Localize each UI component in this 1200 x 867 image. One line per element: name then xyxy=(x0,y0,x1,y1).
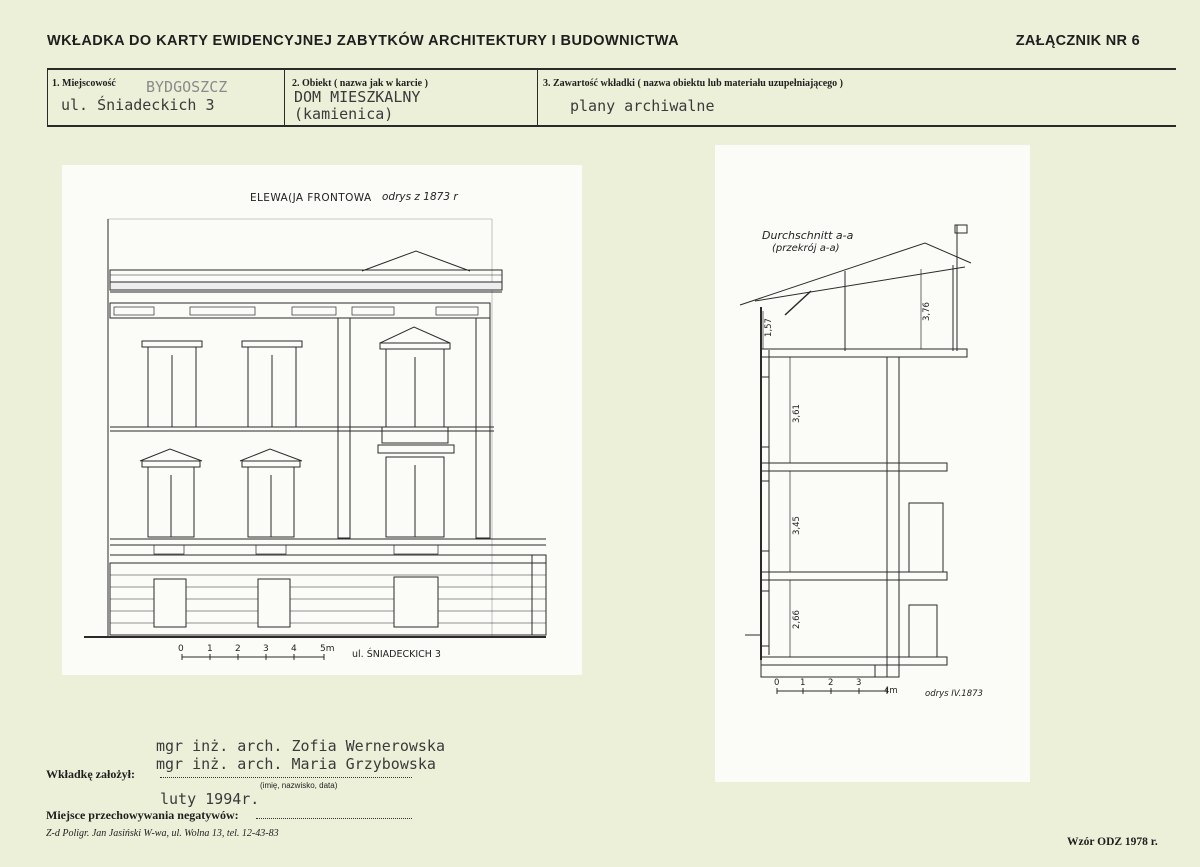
author-1: mgr inż. arch. Zofia Wernerowska xyxy=(156,737,445,755)
elevation-scale-tick: 2 xyxy=(235,644,241,654)
founder-dotted-line xyxy=(160,777,412,778)
section-title: Durchschnitt a-a xyxy=(762,229,854,242)
section-scale-tick: 0 xyxy=(774,678,780,688)
elevation-scale-tick: 1 xyxy=(207,644,213,654)
form-pattern: Wzór ODZ 1978 r. xyxy=(1067,836,1158,848)
printer-note: Z-d Poligr. Jan Jasiński W-wa, ul. Wolna 13, tel. 12-43-83 xyxy=(46,828,279,839)
section-scale-tick: 4m xyxy=(884,686,898,696)
top-rule xyxy=(47,68,1176,70)
section-dim: 3,76 xyxy=(922,302,932,321)
field-3-content: plany archiwalne xyxy=(570,97,715,115)
elevation-scale-tick: 3 xyxy=(263,644,269,654)
field-1-city: BYDGOSZCZ xyxy=(146,78,228,96)
form-title: WKŁADKA DO KARTY EWIDENCYJNEJ ZABYTKÓW ARCHITEKTURY I BUDOWNICTWA xyxy=(47,33,680,49)
attachment-number: ZAŁĄCZNIK NR 6 xyxy=(1015,33,1140,49)
elevation-scale-tick: 4 xyxy=(291,644,297,654)
section-dim: 3,45 xyxy=(792,516,802,535)
front-elevation-drawing xyxy=(62,165,582,675)
section-dim: 1,57 xyxy=(764,318,774,337)
founder-date: luty 1994r. xyxy=(160,790,260,808)
founder-hint: (imię, nazwisko, data) xyxy=(260,781,338,790)
field-divider-1 xyxy=(284,69,285,125)
field-3-label: 3. Zawartość wkładki ( nazwa obiektu lub materiału uzupełniającego ) xyxy=(543,78,844,89)
field-2-label: 2. Obiekt ( nazwa jak w karcie ) xyxy=(292,78,428,89)
field-1-street: ul. Śniadeckich 3 xyxy=(61,96,215,114)
section-scale-tick: 2 xyxy=(828,678,834,688)
field-2-object-type: (kamienica) xyxy=(294,105,394,123)
author-2: mgr inż. arch. Maria Grzybowska xyxy=(156,755,436,773)
field-divider-left xyxy=(47,69,48,125)
elevation-scale-tick: 5m xyxy=(320,644,335,654)
cross-section-drawing xyxy=(715,145,1030,782)
section-subtitle: (przekrój a-a) xyxy=(772,243,840,254)
section-dim: 2,66 xyxy=(792,610,802,629)
elevation-scale-tick: 0 xyxy=(178,644,184,654)
elevation-title: ELEWA(JA FRONTOWA xyxy=(250,192,372,204)
section-scale-tick: 1 xyxy=(800,678,806,688)
field-divider-2 xyxy=(537,69,538,125)
elevation-street-label: ul. ŚNIADECKICH 3 xyxy=(352,649,441,660)
elevation-note: odrys z 1873 r xyxy=(382,191,458,203)
fields-bottom-rule xyxy=(47,125,1176,127)
section-scale-tick: 3 xyxy=(856,678,862,688)
field-1-label: 1. Miejscowość xyxy=(52,78,116,89)
section-note: odrys IV.1873 xyxy=(925,689,983,699)
founder-label: Wkładkę założył: xyxy=(46,767,135,781)
negatives-label: Miejsce przechowywania negatywów: xyxy=(46,808,239,822)
negatives-dotted-line xyxy=(256,818,412,819)
field-2-object: DOM MIESZKALNY xyxy=(294,88,421,106)
section-dim: 3,61 xyxy=(792,404,802,423)
